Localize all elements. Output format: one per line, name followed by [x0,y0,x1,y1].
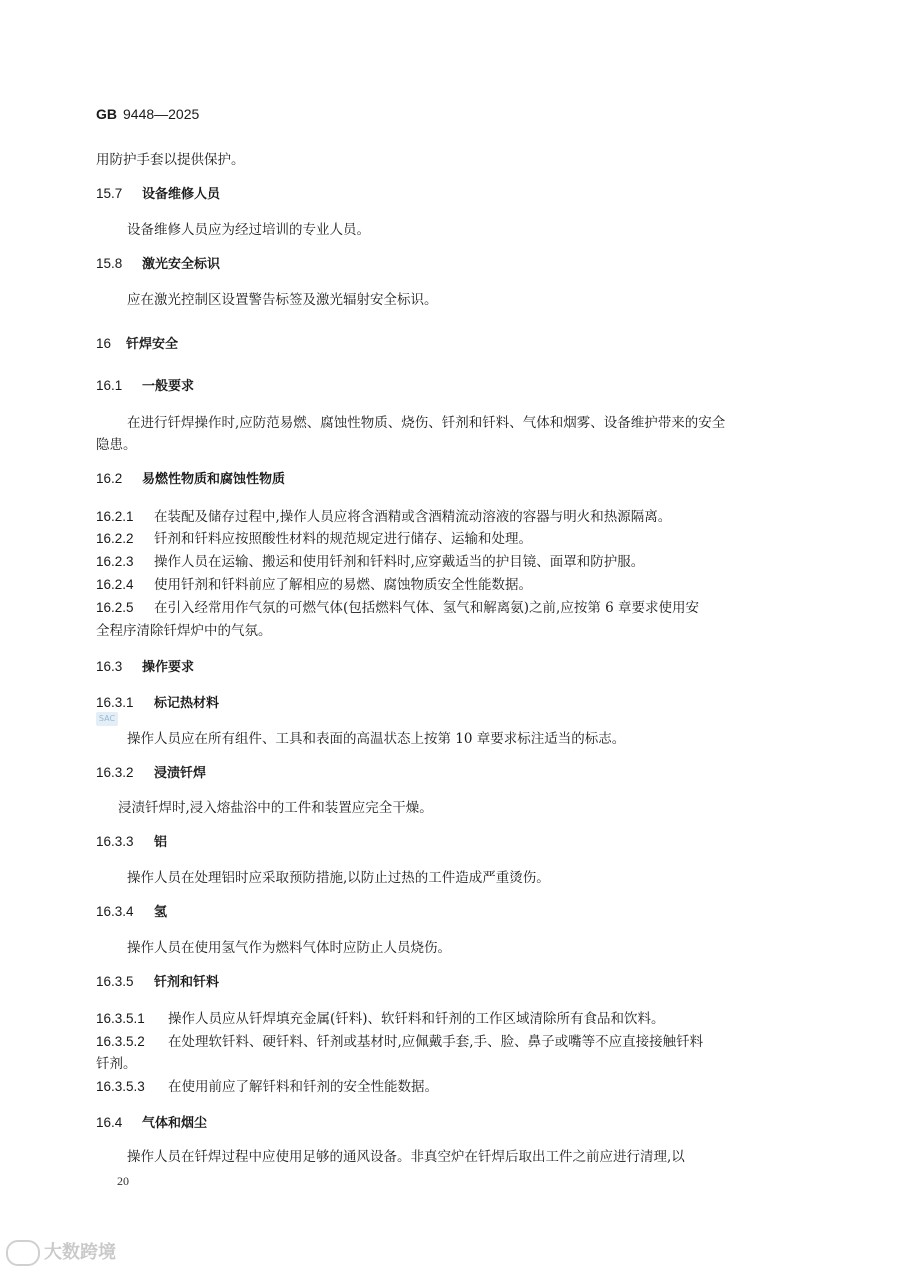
section-title: 铝 [154,835,168,850]
watermark [6,1238,116,1266]
watermark-text: 大数跨境 [44,1242,116,1263]
clause-text: 使用钎剂和钎料前应了解相应的易燃、腐蚀物质安全性能数据。 [154,577,532,593]
clause-number: 16.3.5.1 [96,1011,145,1026]
clause-number: 16.2.5 [96,600,134,615]
clause-number: 16.3.5.3 [96,1079,145,1094]
paragraph-16-4: 操作人员在钎焊过程中应使用足够的通风设备。非真空炉在钎焊后取出工件之前应进行清理,以 [127,1149,685,1165]
clause-text: 操作人员在运输、搬运和使用钎剂和钎料时,应穿戴适当的护目镜、面罩和防护服。 [154,554,645,570]
section-title: 气体和烟尘 [142,1116,208,1131]
clause-number: 16.2.2 [96,531,134,546]
heading-15-7 [96,184,220,205]
section-number: 16.3.4 [96,904,134,919]
clause-16-2-2 [96,529,532,549]
clause-text: 操作人员应从钎焊填充金属(钎料)、软钎料和钎剂的工作区域清除所有食品和饮料。 [168,1011,665,1027]
clause-16-3-5-2-line2: 钎剂。 [96,1056,137,1072]
chapter-number: 16 [96,336,112,351]
standard-code: 9448—2025 [123,106,200,122]
standard-number [96,106,199,122]
section-number: 16.3.1 [96,695,134,710]
paragraph-16-1-line2: 隐患。 [96,437,137,453]
paragraph-15-8: 应在激光控制区设置警告标签及激光辐射安全标识。 [127,292,438,308]
clause-text: 在处理软钎料、硬钎料、钎剂或基材时,应佩戴手套,手、脸、鼻子或嘴等不应直接接触钎料 [168,1034,704,1050]
section-number: 16.2 [96,471,123,486]
clause-text: 在引入经常用作气氛的可燃气体(包括燃料气体、氢气和解离氨)之前,应按第 6 章要求使用安 [154,600,699,616]
section-title: 浸渍钎焊 [154,766,207,781]
section-number: 16.3 [96,659,123,674]
clause-number: 16.2.4 [96,577,134,592]
paragraph-16-3-1: 操作人员应在所有组件、工具和表面的高温状态上按第 10 章要求标注适当的标志。 [127,731,626,747]
heading-15-8 [96,254,220,275]
chapter-title: 钎焊安全 [126,337,179,352]
page-number: 20 [117,1174,129,1188]
clause-16-2-1 [96,507,671,527]
section-number: 16.4 [96,1115,123,1130]
paragraph-15-7: 设备维修人员应为经过培训的专业人员。 [127,222,370,238]
heading-16-4 [96,1113,207,1134]
section-number: 16.3.3 [96,834,134,849]
section-title: 易燃性物质和腐蚀性物质 [142,472,286,487]
clause-text: 在装配及储存过程中,操作人员应将含酒精或含酒精流动溶液的容器与明火和热源隔离。 [154,509,672,525]
heading-16 [96,334,178,355]
section-title: 标记热材料 [154,696,220,711]
heading-16-3-3 [96,832,167,853]
clause-16-2-5 [96,598,699,618]
paragraph-16-1-line1: 在进行钎焊操作时,应防范易燃、腐蚀性物质、烧伤、钎剂和钎料、气体和烟雾、设备维护带来的安全 [127,415,726,431]
clause-16-2-5-line2: 全程序清除钎焊炉中的气氛。 [96,623,272,639]
section-number: 16.3.5 [96,974,134,989]
paragraph-16-3-2: 浸渍钎焊时,浸入熔盐浴中的工件和装置应完全干燥。 [118,800,433,816]
section-title: 钎剂和钎料 [154,975,220,990]
standard-prefix: GB [96,106,117,122]
section-title: 氢 [154,905,168,920]
heading-16-3-1 [96,693,219,714]
clause-16-3-5-3 [96,1077,438,1097]
section-number: 16.3.2 [96,765,134,780]
section-title: 操作要求 [142,660,195,675]
heading-16-1 [96,376,194,397]
heading-16-3 [96,657,194,678]
clause-number: 16.2.3 [96,554,134,569]
heading-16-3-5 [96,972,219,993]
section-title: 激光安全标识 [142,257,221,272]
section-title: 设备维修人员 [142,187,221,202]
section-title: 一般要求 [142,379,195,394]
paragraph-16-3-4: 操作人员在使用氢气作为燃料气体时应防止人员烧伤。 [127,940,451,956]
clause-16-3-5-1 [96,1009,665,1029]
clause-16-2-3 [96,552,644,572]
sac-stamp: SAC [96,712,118,726]
section-number: 15.7 [96,186,123,201]
watermark-logo-icon [6,1240,40,1266]
heading-16-2 [96,469,285,490]
clause-16-3-5-2 [96,1032,703,1052]
clause-text: 钎剂和钎料应按照酸性材料的规范规定进行储存、运输和处理。 [154,531,532,547]
clause-number: 16.3.5.2 [96,1034,145,1049]
section-number: 15.8 [96,256,123,271]
heading-16-3-2 [96,763,206,784]
paragraph-continuation: 用防护手套以提供保护。 [96,152,245,168]
clause-16-2-4 [96,575,532,595]
heading-16-3-4 [96,902,167,923]
paragraph-16-3-3: 操作人员在处理铝时应采取预防措施,以防止过热的工件造成严重烫伤。 [127,870,550,886]
section-number: 16.1 [96,378,123,393]
clause-text: 在使用前应了解钎料和钎剂的安全性能数据。 [168,1079,438,1095]
clause-number: 16.2.1 [96,509,134,524]
